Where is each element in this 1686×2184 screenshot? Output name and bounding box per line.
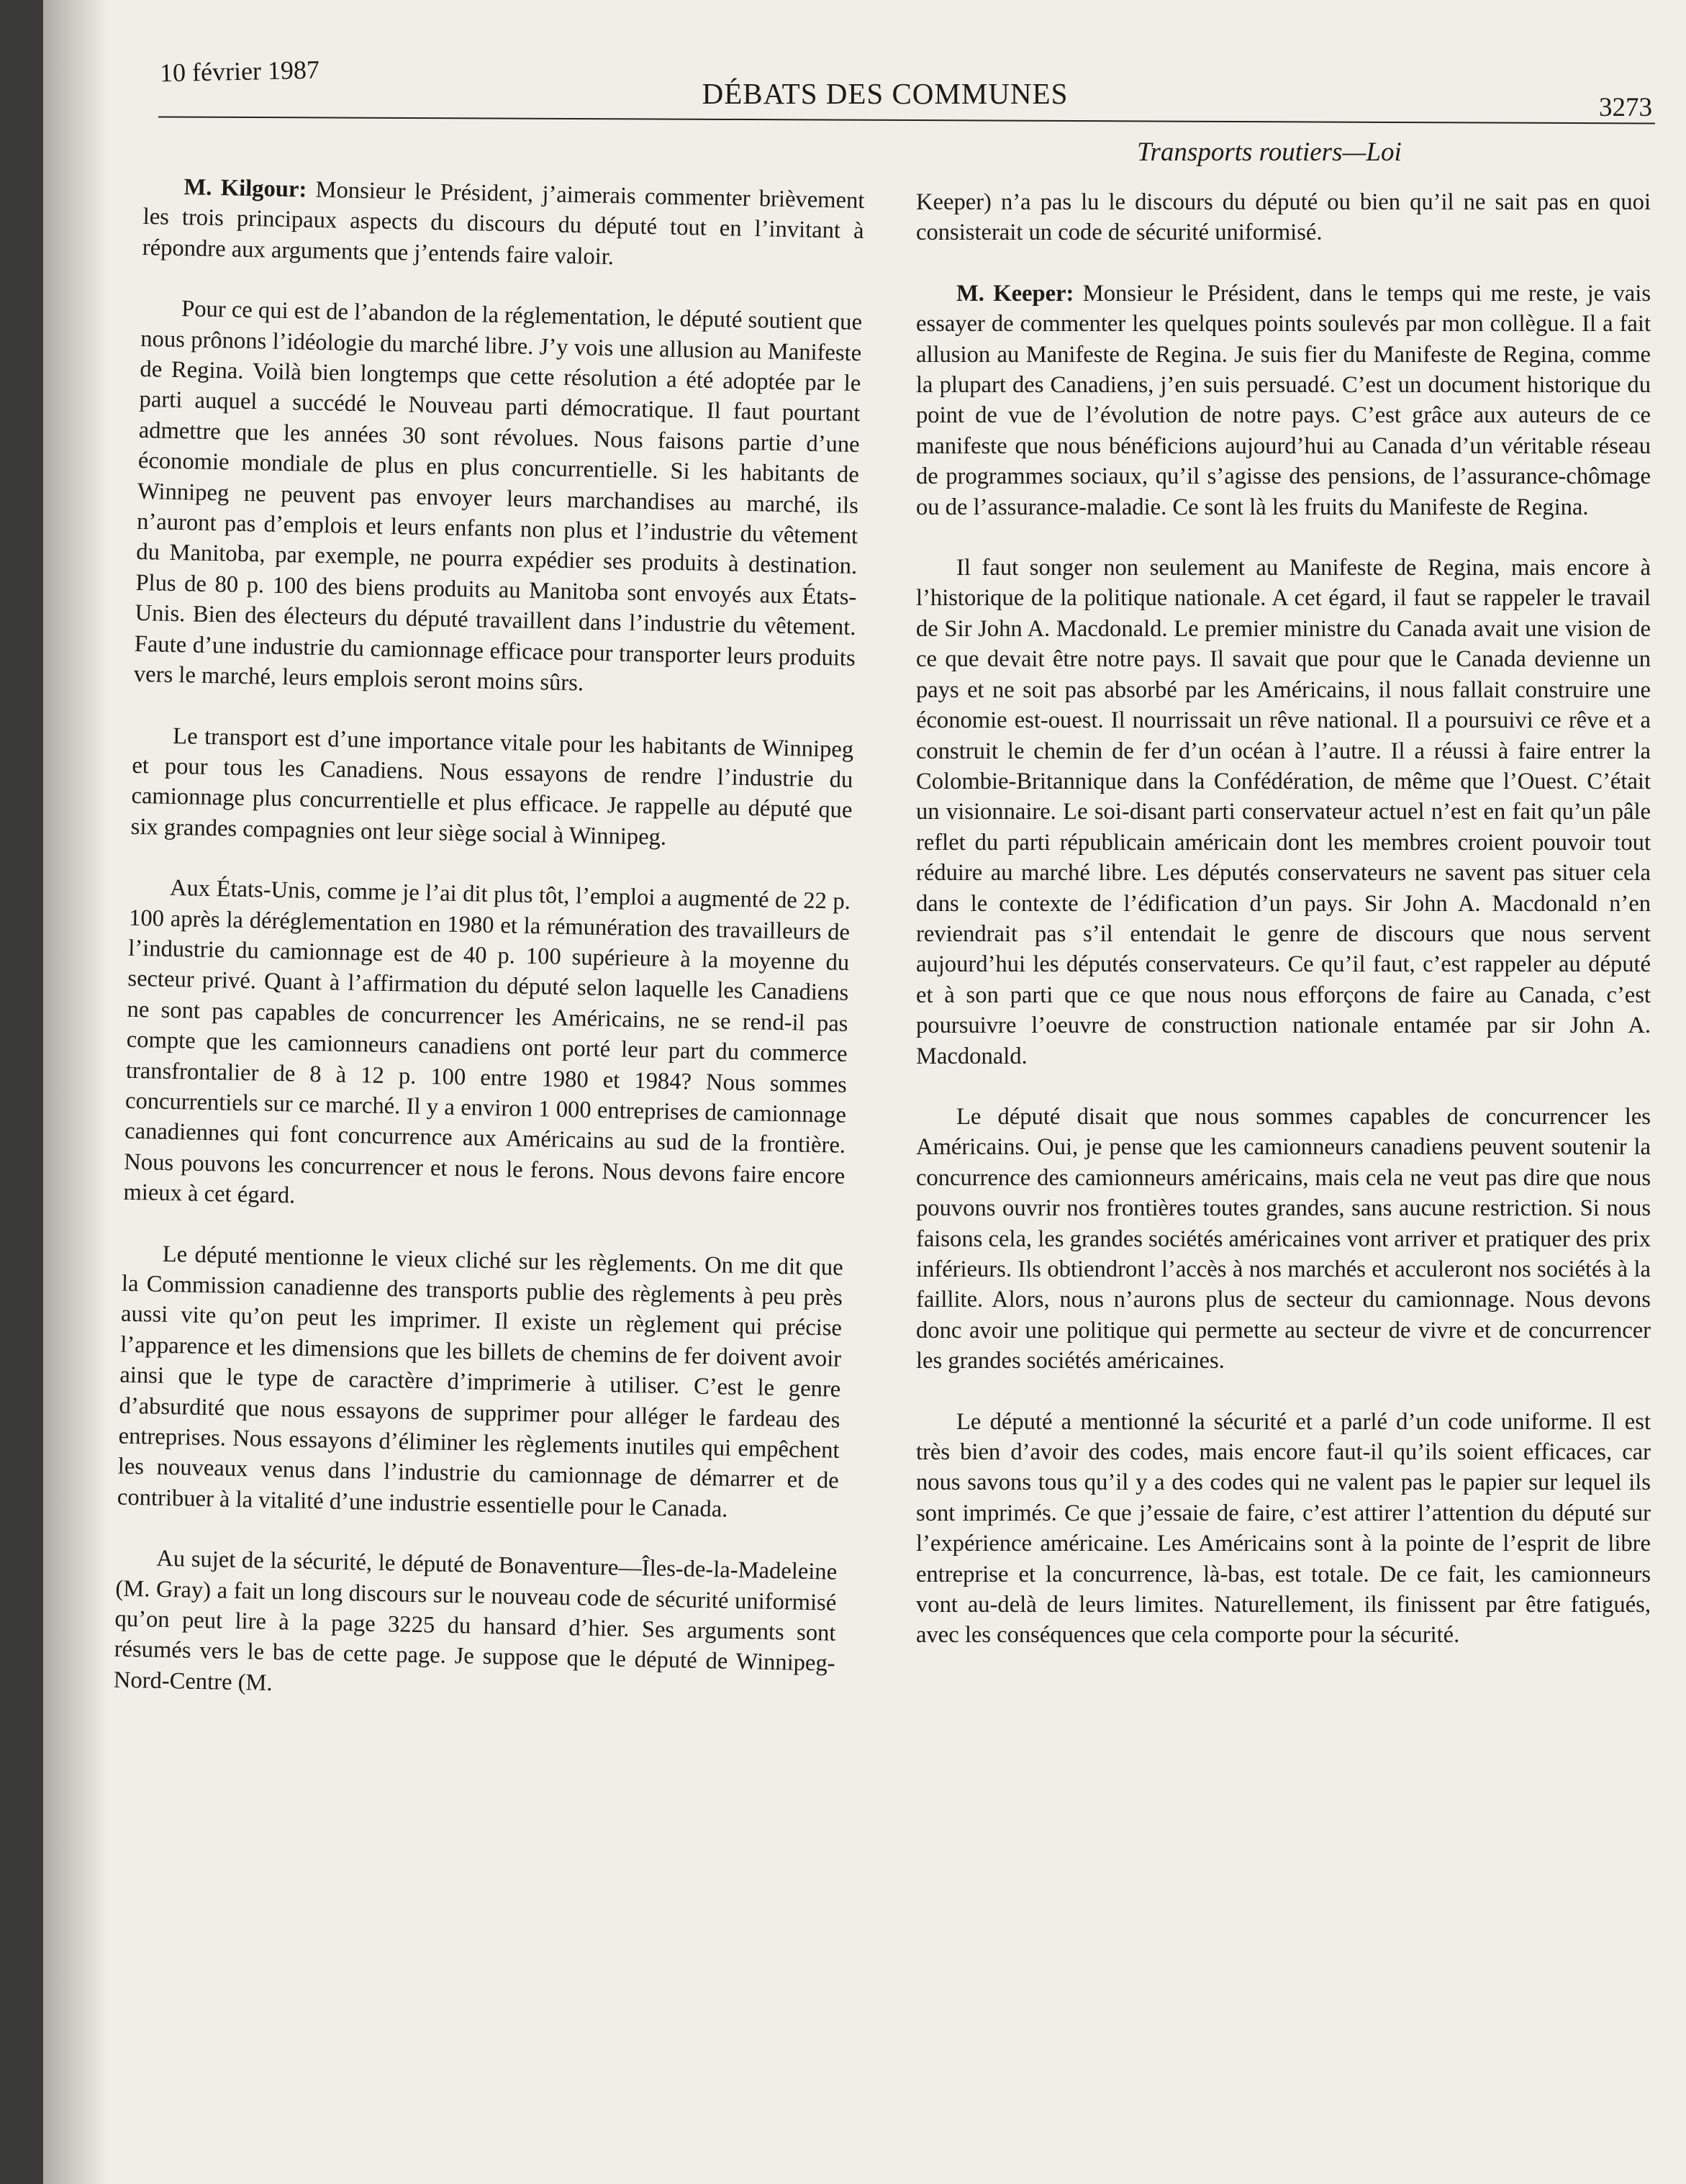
running-head: Transports routiers—Loi <box>1137 137 1402 167</box>
paragraph: Au sujet de la sécurité, le député de Bonaventure—Îles-de-la-Madeleine (M. Gray) a fait un long discours sur le nouveau code de sécurité uniformisé qu’on peut lire à la page 3225 du hansard d’hier. Ses arguments sont résumés vers le bas de cette page. Je suppose que le député de Winnipeg-Nord-Centre (M. <box>113 1545 838 1696</box>
paragraph <box>142 171 864 277</box>
paragraph: Le député mentionne le vieux cliché sur les règlements. On me dit que la Commission canadienne des transports publie des règlements à peu près aussi vite qu’on peut les imprimer. Il existe un règlement qui précise l’apparence et les dimensions que les billets de chemins de fer doivent avoir ainsi que le type de caractère d’imprimerie à utiliser. C’est le genre d’absurdité que nous essayons de supprimer pour alléger le fardeau des entreprises. Nous essayons d’éliminer les règlements inutiles qui empêchent les nouveaux venus dans l’industrie du camionnage de démarrer et de contribuer à la vitalité d’une industrie essentielle pour le Canada. <box>117 1241 843 1523</box>
header-date: 10 février 1987 <box>159 55 320 88</box>
binding-shadow <box>43 0 108 2184</box>
paragraph: Le député a mentionné la sécurité et a parlé d’un code uniforme. Il est très bien d’avoir des codes, mais encore faut-il qu’ils soient efficaces, car nous savons tous qu’il y a des codes qui ne valent pas le papier sur lequel ils sont imprimés. Ce que j’essaie de faire, c’est attirer l’attention du député sur l’expérience américaine. Les Américains sont à la pointe de l’esprit de libre entreprise et la concurrence, là-bas, est totale. De ce fait, les camionneurs vont au-delà de leurs limites. Naturellement, ils finissent par être fatigués, avec les conséquences que cela comporte pour la sécurité. <box>916 1408 1651 1649</box>
left-column <box>113 171 864 1710</box>
paragraph: Le transport est d’une importance vitale pour les habitants de Winnipeg et pour tous les Canadiens. Nous essayons de rendre l’industrie du camionnage plus concurrentielle et plus efficace. Je rappelle au député que six grandes compagnies ont leur siège social à Winnipeg. <box>130 722 854 851</box>
paragraph-text: Monsieur le Président, j’aimerais commenter brièvement les trois principaux aspects du discours du député tout en l’invitant à répondre aux arguments que j’entends faire valoir. <box>142 176 865 270</box>
speaker-name: M. Kilgour: <box>183 174 307 203</box>
paragraph <box>916 278 1651 522</box>
page-number: 3273 <box>1599 93 1652 122</box>
paragraph: Pour ce qui est de l’abandon de la réglementation, le député soutient que nous prônons l’idéologie du marché libre. J’y vois une allusion au Manifeste de Regina. Voilà bien longtemps que cette résolution a été adoptée par le parti auquel a succédé le Nouveau parti démocratique. Il faut pourtant admettre que les années 30 sont révolues. Nous faisons partie d’une économie mondiale de plus en plus concurrentielle. Si les habitants de Winnipeg ne peuvent pas envoyer leurs marchandises au marché, ils n’auront pas d’emplois et leurs enfants non plus et l’industrie du vêtement du Manitoba, par exemple, ne pourra expédier ses produits à destination. Plus de 80 p. 100 des biens produits au Manitoba sont envoyés aux États-Unis. Bien des électeurs du député travaillent dans l’industrie du vêtement. Faute d’une industrie du camionnage efficace pour transporter leurs produits vers le marché, leurs emplois seront moins sûrs. <box>133 296 863 697</box>
paragraph-continued: Keeper) n’a pas lu le discours du député ou bien qu’il ne sait pas en quoi consisterait un code de sécurité uniformisé. <box>916 189 1651 246</box>
document-page <box>43 0 1686 2184</box>
header-rule <box>158 116 1655 124</box>
speaker-name: M. Keeper: <box>956 280 1074 307</box>
page-header <box>115 50 1655 122</box>
paragraph: Aux États-Unis, comme je l’ai dit plus tôt, l’emploi a augmenté de 22 p. 100 après la déréglementation en 1980 et la rémunération des travailleurs de l’industrie du camionnage est de 40 p. 100 supérieure à la moyenne du secteur privé. Quant à l’affirmation du député selon laquelle les Canadiens ne sont pas capables de concurrencer les Américains, ne se rend-il pas compte que les camionneurs canadiens ont porté leur part du commerce transfrontalier de 8 à 12 p. 100 entre 1980 et 1984? Nous sommes concurrentiels sur ce marché. Il y a environ 1 000 entreprises de camionnage canadiennes qui font concurrence aux Américains au sud de la frontière. Nous pouvons les concurrencer et nous le ferons. Nous devons faire encore mieux à cet égard. <box>123 875 851 1209</box>
paragraph: Le député disait que nous sommes capables de concurrencer les Américains. Oui, je pense que les camionneurs canadiens peuvent soutenir la concurrence des camionneurs américains, mais cela ne veut pas dire que nous pouvons ouvrir nos frontières toutes grandes, sans aucune restriction. Si nous faisons cela, les grandes sociétés américaines vont arriver et pratiquer des prix inférieurs. Ils obtiendront l’accès à nos marchés et acculeront nos sociétés à la faillite. Alors, nous n’aurons plus de secteur du camionnage. Nous devons donc avoir une politique qui permette au secteur de vivre et de concurrencer les grandes sociétés américaines. <box>916 1103 1651 1374</box>
paragraph: Il faut songer non seulement au Manifeste de Regina, mais encore à l’historique de la politique nationale. A cet égard, il faut se rappeler le travail de Sir John A. Macdonald. Le premier ministre du Canada avait une vision de ce que devait être notre pays. Il savait que pour que le Canada devienne un pays et ne soit pas absorbé par les Américains, il nous fallait construire une économie est-ouest. Il nourrissait un rêve national. Il a poursuivi ce rêve et a construit le chemin de fer d’un océan à l’autre. Il a réussi à faire entrer la Colombie-Britannique dans la Confédération, de même que l’Ouest. C’était un visionnaire. Le soi-disant parti conservateur actuel n’est en fait qu’un pâle reflet du parti républicain américain dont les membres croient pouvoir tout réduire au marché libre. Les députés conservateurs ne savent pas situer cela dans le contexte de l’édification d’un pays. Sir John A. Macdonald n’en reviendrait pas s’il entendait le genre de discours que nous servent aujourd’hui les députés conservateurs. Ce qu’il faut, c’est rappeler au député et à son parti que ce que nous nous efforçons de faire au Canada, c’est poursuivre l’oeuvre de construction nationale entamée par sir John A. Macdonald. <box>916 555 1651 1069</box>
right-column <box>916 187 1651 1651</box>
header-title: DÉBATS DES COMMUNES <box>702 77 1069 110</box>
paragraph-text: Monsieur le Président, dans le temps qui me reste, je vais essayer de commenter les quelques points soulevés par mon collègue. Il a fait allusion au Manifeste de Regina. Je suis fier du Manifeste de Regina, comme la plupart des Canadiens, j’en suis persuadé. C’est un document historique du point de vue de l’évolution de notre pays. C’est grâce aux auteurs de ce manifeste que nous bénéficions aujourd’hui au Canada d’un véritable réseau de programmes sociaux, qu’il s’agisse des pensions, de l’assurance-chômage ou de l’assurance-maladie. Ce sont là les fruits du Manifeste de Regina. <box>916 280 1651 520</box>
